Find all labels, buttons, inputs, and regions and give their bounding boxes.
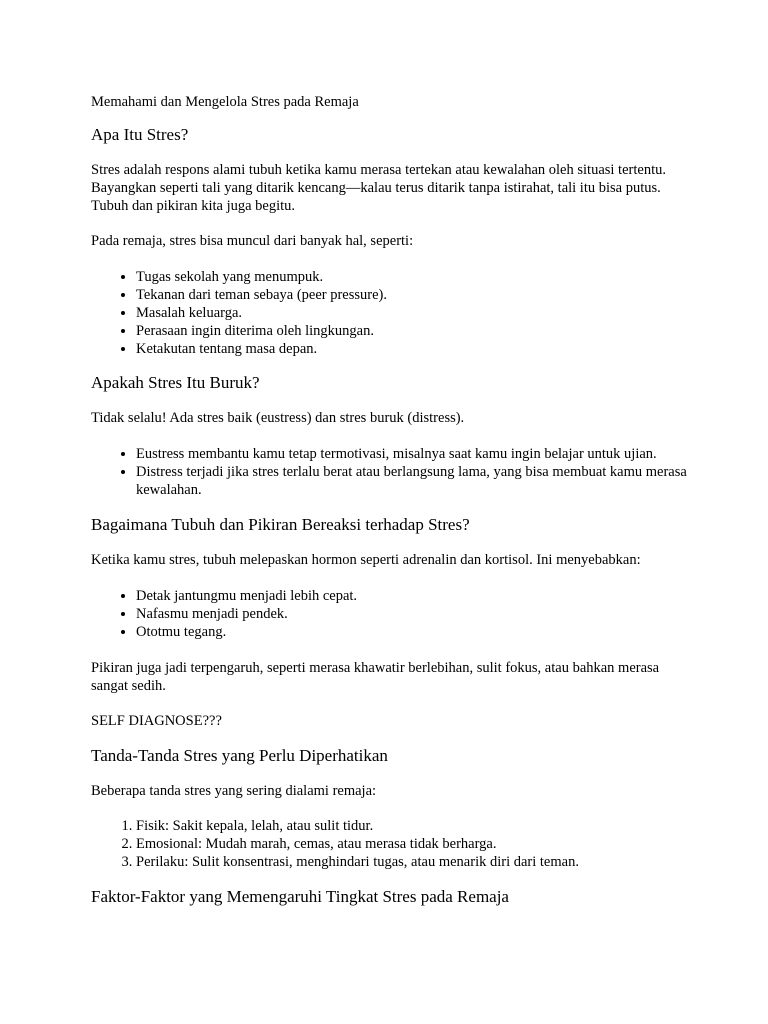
list-item: • Detak jantungmu menjadi lebih cepat. — [136, 587, 691, 605]
list-item: • Distress terjadi jika stres terlalu berat atau berlangsung lama, yang bisa membuat kamu merasa kewalahan. — [136, 463, 691, 499]
heading-apa-itu-stres: Apa Itu Stres? — [91, 125, 189, 144]
paragraph-stres-remaja: Pada remaja, stres bisa muncul dari banyak hal, seperti: — [91, 233, 414, 249]
list-item: • Tugas sekolah yang menumpuk. — [136, 268, 691, 286]
heading-tanda-tanda-stres: Tanda-Tanda Stres yang Perlu Diperhatikan — [91, 746, 388, 765]
paragraph-tidak-selalu: Tidak selalu! Ada stres baik (eustress) dan stres buruk (distress). — [91, 410, 465, 426]
paragraph-pikiran: Pikiran juga jadi terpengaruh, seperti merasa khawatir berlebihan, sulit fokus, atau bahkan merasa sangat sedih. — [91, 660, 660, 694]
list-penyebab-stres — [91, 268, 691, 358]
list-item: • Ketakutan tentang masa depan. — [136, 340, 691, 358]
list-item: 3. Perilaku: Sulit konsentrasi, menghindari tugas, atau menarik diri dari teman. — [136, 853, 691, 871]
document-title: Memahami dan Mengelola Stres pada Remaja — [91, 94, 359, 110]
list-item: • Tekanan dari teman sebaya (peer pressure). — [136, 286, 691, 304]
list-item: • Nafasmu menjadi pendek. — [136, 605, 691, 623]
list-item: • Eustress membantu kamu tetap termotivasi, misalnya saat kamu ingin belajar untuk ujian. — [136, 445, 691, 463]
list-item: 2. Emosional: Mudah marah, cemas, atau merasa tidak berharga. — [136, 835, 691, 853]
list-item: • Masalah keluarga. — [136, 304, 691, 322]
heading-faktor-faktor: Faktor-Faktor yang Memengaruhi Tingkat Stres pada Remaja — [91, 887, 509, 906]
document-page — [91, 93, 691, 908]
list-item: • Perasaan ingin diterima oleh lingkungan. — [136, 322, 691, 340]
paragraph-ketika-stres: Ketika kamu stres, tubuh melepaskan hormon seperti adrenalin dan kortisol. Ini menyebabkan: — [91, 552, 641, 568]
list-jenis-stres — [91, 445, 691, 499]
list-item: • Ototmu tegang. — [136, 623, 691, 641]
paragraph-stres-definition: Stres adalah respons alami tubuh ketika kamu merasa tertekan atau kewalahan oleh situasi tertentu. Bayangkan seperti tali yang ditarik kencang—kalau terus ditarik tanpa istirahat, tali itu bisa putus. Tubuh dan pikiran kita juga begitu. — [91, 162, 666, 214]
paragraph-self-diagnose: SELF DIAGNOSE??? — [91, 713, 222, 729]
list-tanda-stres — [91, 817, 691, 871]
heading-apakah-stres-buruk: Apakah Stres Itu Buruk? — [91, 373, 260, 392]
heading-tubuh-pikiran: Bagaimana Tubuh dan Pikiran Bereaksi terhadap Stres? — [91, 515, 470, 534]
list-reaksi-tubuh — [91, 587, 691, 641]
list-item: 1. Fisik: Sakit kepala, lelah, atau sulit tidur. — [136, 817, 691, 835]
paragraph-beberapa-tanda: Beberapa tanda stres yang sering dialami remaja: — [91, 783, 377, 799]
